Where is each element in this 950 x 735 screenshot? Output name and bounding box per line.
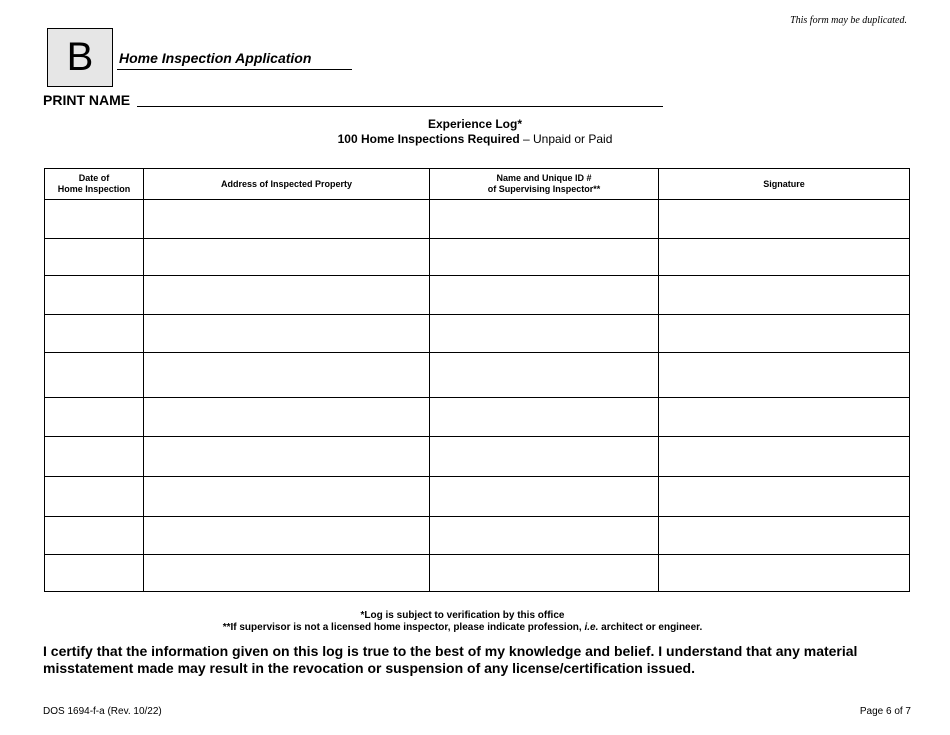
log-title: Experience Log* xyxy=(427,117,523,131)
signature-cell[interactable] xyxy=(659,239,910,276)
supervisor-cell[interactable] xyxy=(430,398,659,437)
address-cell[interactable] xyxy=(144,239,430,276)
date-cell[interactable] xyxy=(45,517,144,555)
supervisor-cell[interactable] xyxy=(430,477,659,517)
date-cell[interactable] xyxy=(45,200,144,239)
address-cell[interactable] xyxy=(144,437,430,477)
log-subtitle-rest: – Unpaid or Paid xyxy=(519,132,613,146)
form-id: DOS 1694-f-a (Rev. 10/22) xyxy=(43,706,162,717)
date-cell[interactable] xyxy=(45,239,144,276)
date-cell[interactable] xyxy=(45,477,144,517)
supervisor-cell[interactable] xyxy=(430,353,659,398)
table-row xyxy=(45,477,910,517)
section-letter-box: B xyxy=(47,28,113,87)
experience-log-table xyxy=(44,168,910,592)
footnote-supervisor: **If supervisor is not a licensed home inspector, please indicate profession, i.e. architect or engineer. xyxy=(222,622,703,633)
date-cell[interactable] xyxy=(45,437,144,477)
log-subtitle-bold: 100 Home Inspections Required xyxy=(337,132,520,146)
signature-cell[interactable] xyxy=(659,398,910,437)
col-header-date: Date of Home Inspection xyxy=(45,169,144,200)
table-row xyxy=(45,353,910,398)
address-cell[interactable] xyxy=(144,276,430,315)
signature-cell[interactable] xyxy=(659,477,910,517)
table-row xyxy=(45,276,910,315)
col-header-signature: Signature xyxy=(659,169,910,200)
table-row xyxy=(45,517,910,555)
table-row xyxy=(45,315,910,353)
table-header-row xyxy=(45,169,910,200)
duplicate-note: This form may be duplicated. xyxy=(790,15,907,26)
supervisor-cell[interactable] xyxy=(430,276,659,315)
supervisor-cell[interactable] xyxy=(430,555,659,592)
log-subtitle xyxy=(0,132,950,146)
table-row xyxy=(45,398,910,437)
table-row xyxy=(45,239,910,276)
signature-cell[interactable] xyxy=(659,200,910,239)
supervisor-cell[interactable] xyxy=(430,200,659,239)
address-cell[interactable] xyxy=(144,200,430,239)
footnote-verification: *Log is subject to verification by this office xyxy=(360,610,565,621)
signature-cell[interactable] xyxy=(659,437,910,477)
address-cell[interactable] xyxy=(144,315,430,353)
address-cell[interactable] xyxy=(144,398,430,437)
certification-statement: I certify that the information given on this log is true to the best of my knowledge and belief. I understand that any material misstatement made may result in the revocation or suspension of any license/certification issued. xyxy=(43,643,858,676)
table-row xyxy=(45,437,910,477)
table-row xyxy=(45,200,910,239)
application-title: Home Inspection Application xyxy=(119,50,312,66)
supervisor-cell[interactable] xyxy=(430,239,659,276)
signature-cell[interactable] xyxy=(659,353,910,398)
signature-cell[interactable] xyxy=(659,517,910,555)
signature-cell[interactable] xyxy=(659,315,910,353)
address-cell[interactable] xyxy=(144,555,430,592)
col-header-supervisor: Name and Unique ID # of Supervising Inspector** xyxy=(430,169,659,200)
address-cell[interactable] xyxy=(144,477,430,517)
col-header-address: Address of Inspected Property xyxy=(144,169,430,200)
address-cell[interactable] xyxy=(144,517,430,555)
table-row xyxy=(45,555,910,592)
supervisor-cell[interactable] xyxy=(430,517,659,555)
date-cell[interactable] xyxy=(45,315,144,353)
date-cell[interactable] xyxy=(45,555,144,592)
page-number: Page 6 of 7 xyxy=(859,706,911,717)
address-cell[interactable] xyxy=(144,353,430,398)
date-cell[interactable] xyxy=(45,398,144,437)
supervisor-cell[interactable] xyxy=(430,437,659,477)
supervisor-cell[interactable] xyxy=(430,315,659,353)
signature-cell[interactable] xyxy=(659,276,910,315)
footnotes xyxy=(0,610,925,634)
print-name-field[interactable] xyxy=(137,106,663,107)
signature-cell[interactable] xyxy=(659,555,910,592)
title-underline xyxy=(117,69,352,70)
print-name-label: PRINT NAME xyxy=(43,92,131,108)
date-cell[interactable] xyxy=(45,276,144,315)
date-cell[interactable] xyxy=(45,353,144,398)
